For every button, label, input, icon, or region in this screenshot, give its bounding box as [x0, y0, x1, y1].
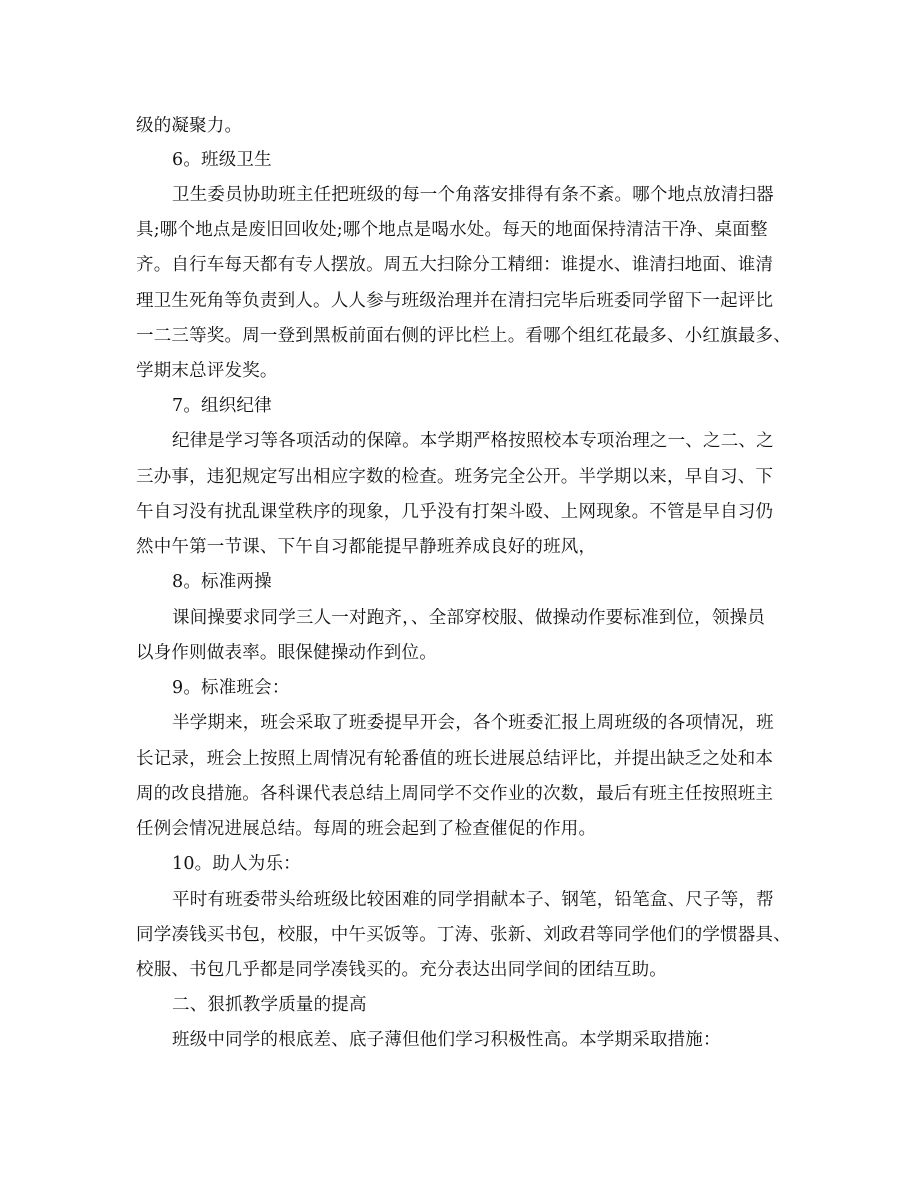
section-heading: 10。助人为乐：	[172, 854, 301, 874]
paragraph-line: 卫生委员协助班主任把班级的每一个角落安排得有条不紊。哪个地点放清扫器	[172, 185, 774, 205]
paragraph-line: 具;哪个地点是废旧回收处;哪个地点是喝水处。每天的地面保持清洁干净、桌面整	[136, 220, 768, 240]
paragraph-line: 同学凑钱买书包，校服，中午买饭等。丁涛、张新、刘政君等同学他们的学惯器具、	[136, 925, 791, 945]
paragraph-line: 校服、书包几乎都是同学凑钱买的。充分表达出同学间的团结互助。	[136, 960, 667, 980]
paragraph-line: 一二三等奖。周一登到黑板前面右侧的评比栏上。看哪个组红花最多、小红旗最多、	[136, 326, 791, 346]
paragraph-line: 班级中同学的根底差、底子薄但他们学习积极性高。本学期采取措施：	[172, 1030, 721, 1050]
paragraph-line: 理卫生死角等负责到人。人人参与班级治理并在清扫完毕后班委同学留下一起评比	[136, 291, 774, 311]
paragraph-line: 课间操要求同学三人一对跑齐，、全部穿校服、做操动作要标准到位，领操员	[172, 608, 766, 628]
paragraph-line: 长记录，班会上按照上周情况有轮番值的班长进展总结评比，并提出缺乏之处和本	[136, 749, 774, 769]
section-heading: 6。班级卫生	[172, 150, 272, 170]
paragraph-line: 以身作则做表率。眼保健操动作到位。	[136, 643, 437, 663]
section-heading: 二、狠抓教学质量的提高	[172, 995, 367, 1015]
paragraph-line: 学期末总评发奖。	[136, 361, 278, 381]
paragraph-line: 周的改良措施。各科课代表总结上周同学不交作业的次数，最后有班主任按照班主	[136, 784, 774, 804]
paragraph-line: 任例会情况进展总结。每周的班会起到了检查催促的作用。	[136, 819, 597, 839]
paragraph-line: 纪律是学习等各项活动的保障。本学期严格按照校本专项治理之一、之二、之	[172, 431, 774, 451]
paragraph-line: 然中午第一节课、下午自习都能提早静班养成良好的班风，	[136, 537, 597, 557]
paragraph-line: 平时有班委带头给班级比较困难的同学捐献本子、钢笔，铅笔盒、尺子等，帮	[172, 890, 774, 910]
paragraph-line: 三办事，违犯规定写出相应字数的检查。班务完全公开。半学期以来，早自习、下	[136, 467, 774, 487]
paragraph-line: 半学期来，班会采取了班委提早开会，各个班委汇报上周班级的各项情况，班	[172, 713, 774, 733]
section-heading: 8。标准两操	[172, 572, 272, 592]
paragraph-line: 级的凝聚力。	[136, 116, 243, 136]
section-heading: 7。组织纪律	[172, 396, 272, 416]
paragraph-line: 齐。自行车每天都有专人摆放。周五大扫除分工精细：谁提水、谁清扫地面、谁清	[136, 255, 774, 275]
section-heading: 9。标准班会：	[172, 678, 290, 698]
paragraph-line: 午自习没有扰乱课堂秩序的现象，几乎没有打架斗殴、上网现象。不管是早自习仍	[136, 502, 774, 522]
